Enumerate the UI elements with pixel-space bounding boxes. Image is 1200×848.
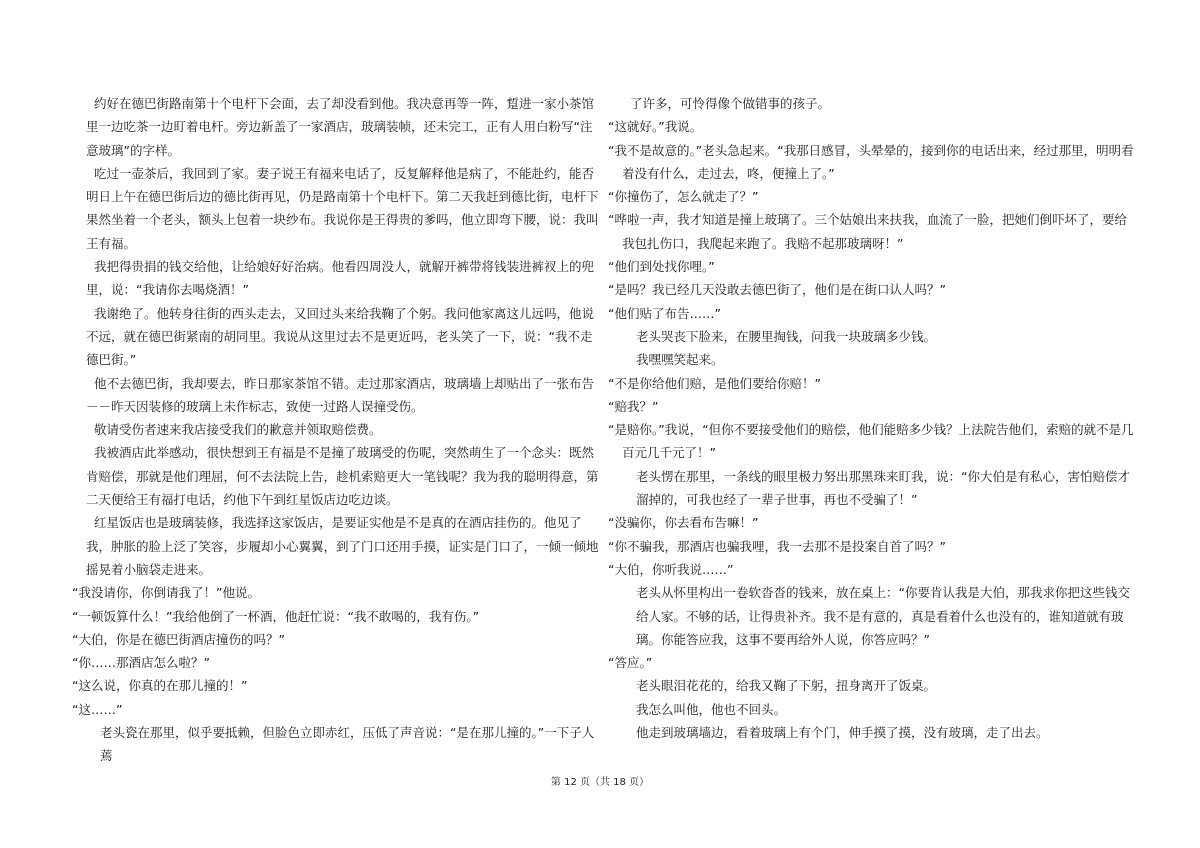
paragraph: “哗啦一声，我才知道是撞上玻璃了。三个姑娘出来扶我，血流了一脸，把她们倒吓坏了，要给我包扎伤口，我爬起来跑了。我赔不起那玻璃呀！” [608, 212, 1127, 251]
paragraph: “不是你给他们赔，是他们要给你赔！” [608, 375, 821, 391]
page-footer: 第 12 页（共 18 页） [550, 777, 650, 788]
paragraph: “你撞伤了，怎么就走了？” [608, 189, 759, 205]
paragraph: 老头从怀里构出一卷软沓沓的钱来，放在桌上：“你要肯认我是大伯，那我求你把这些钱交给人家。不够的话，让得贵补齐。我不是有意的，真是看着什么也没有的，谁知道就有玻璃。你能答应我，这事不要再给外人说，你答应吗？” [636, 585, 1130, 647]
paragraph: 吃过一壶茶后，我回到了家。妻子说王有福来电话了，反复解释他是病了，不能赴约，能否明日上午在德巴街后边的德比街再见，仍是路南第十个电杆下。第二天我赶到德比街，电杆下果然坐着一个老头，额头上包着一块纱布。我说你是王得贵的爹吗，他立即弯下腰，说：我叫王有福。 [86, 165, 599, 251]
paragraph: “我不是故意的。”老头急起来。“我那日感冒，头晕晕的，接到你的电话出来，经过那里，明明看着没有什么，走过去，咚，便撞上了。” [608, 142, 1134, 181]
paragraph: 老头愣在那里，一条线的眼里极力努出那黑珠来盯我，说：“你大伯是有私心，害怕赔偿才溜掉的，可我也经了一辈子世事，再也不受骗了！” [636, 468, 1130, 508]
paragraph: 敬请受伤者速来我店接受我们的歉意并领取赔偿费。 [94, 422, 382, 438]
paragraph: 老头瓷在那里，似乎要抵赖，但脸色立即赤红，压低了声音说：“是在那儿撞的。”一下子人蔫 [100, 725, 595, 764]
paragraph: “大伯，你是在德巴街酒店撞伤的吗？” [72, 631, 285, 647]
paragraph: “大伯，你听我说……” [608, 561, 734, 577]
paragraph: 他不去德巴街，我却要去，昨日那家茶馆不错。走过那家酒店，玻璃墙上却贴出了一张布告－－昨天因装修的玻璃上未作标志，致使一过路人误撞受伤。 [86, 375, 595, 414]
paragraph: 我怎么叫他，他也不回头。 [636, 701, 787, 717]
paragraph: “这么说，你真的在那儿撞的！” [72, 678, 248, 694]
paragraph: “这……” [72, 701, 123, 717]
paragraph: 老头哭丧下脸来，在腰里掏钱，问我一块玻璃多少钱。 [636, 328, 937, 344]
paragraph: “他们贴了布告……” [608, 305, 721, 321]
paragraph: “我没请你，你倒请我了！”他说。 [72, 585, 260, 601]
paragraph: “这就好。”我说。 [608, 119, 703, 135]
paragraph: 老头眼泪花花的，给我又鞠了下躬，扭身离开了饭桌。 [636, 678, 937, 694]
paragraph: “是赔你。”我说，“但你不要接受他们的赔偿，他们能赔多少钱？上法院告他们，索赔的就不是几百元几千元了！” [608, 422, 1134, 461]
left-text-column [72, 92, 602, 768]
paragraph: 约好在德巴街路南第十个电杆下会面，去了却没看到他。我决意再等一阵，踅进一家小茶馆里一边吃茶一边盯着电杆。旁边新盖了一家酒店，玻璃装帧，还未完工，正有人用白粉写“注意玻璃”的字样。 [86, 96, 595, 158]
paragraph: 我谢绝了。他转身往街的西头走去，又回过头来给我鞠了个躬。我问他家离这儿远吗，他说不远，就在德巴街紧南的胡同里。我说从这里过去不是更近吗，老头笑了一下，说：“我不走德巴街。” [86, 305, 595, 368]
paragraph: “你不骗我，那酒店也骗我哩，我一去那不是投案自首了吗？” [608, 538, 946, 554]
paragraph: “没骗你，你去看布告嘛！” [608, 515, 759, 531]
paragraph: “答应。” [608, 655, 653, 671]
paragraph: 我被酒店此举感动，很快想到王有福是不是撞了玻璃受的伤呢，突然萌生了一个念头：既然肯赔偿，那就是他们理屈，何不去法院上告，趁机索赔更大一笔钱呢？我为我的聪明得意，第二天便给王有福打电话，约他下午到红星饭店边吃边谈。 [86, 445, 599, 508]
paragraph: “你……那酒店怎么啦？” [72, 655, 210, 671]
paragraph: “是吗？我已经几天没敢去德巴街了，他们是在街口认人吗？” [608, 282, 946, 298]
paragraph: “他们到处找你哩。” [608, 259, 715, 275]
paragraph: 我把得贵捐的钱交给他，让给娘好好治病。他看四周没人，就解开裤带将钱装进裤衩上的兜里，说：“我请你去喝烧酒！” [86, 259, 595, 298]
right-text-column [608, 92, 1138, 744]
paragraph: 红星饭店也是玻璃装修，我选择这家饭店，是要证实他是不是真的在酒店挂伤的。他见了我，肿胀的脸上泛了笑容，步履却小心翼翼，到了门口还用手摸，证实是门口了，一倾一倾地摇晃着小脑袋走进来。 [86, 515, 599, 577]
paragraph: 了许多，可怜得像个做错事的孩子。 [630, 96, 831, 111]
paragraph: 他走到玻璃墙边，看着玻璃上有个门，伸手摸了摸，没有玻璃，走了出去。 [636, 725, 1049, 741]
paragraph: 我嘿嘿笑起来。 [636, 352, 724, 368]
paragraph: “一顿饭算什么！”我给他倒了一杯酒，他赶忙说：“我不敢喝的，我有伤。” [72, 608, 480, 624]
paragraph: “赔我？” [608, 398, 659, 414]
